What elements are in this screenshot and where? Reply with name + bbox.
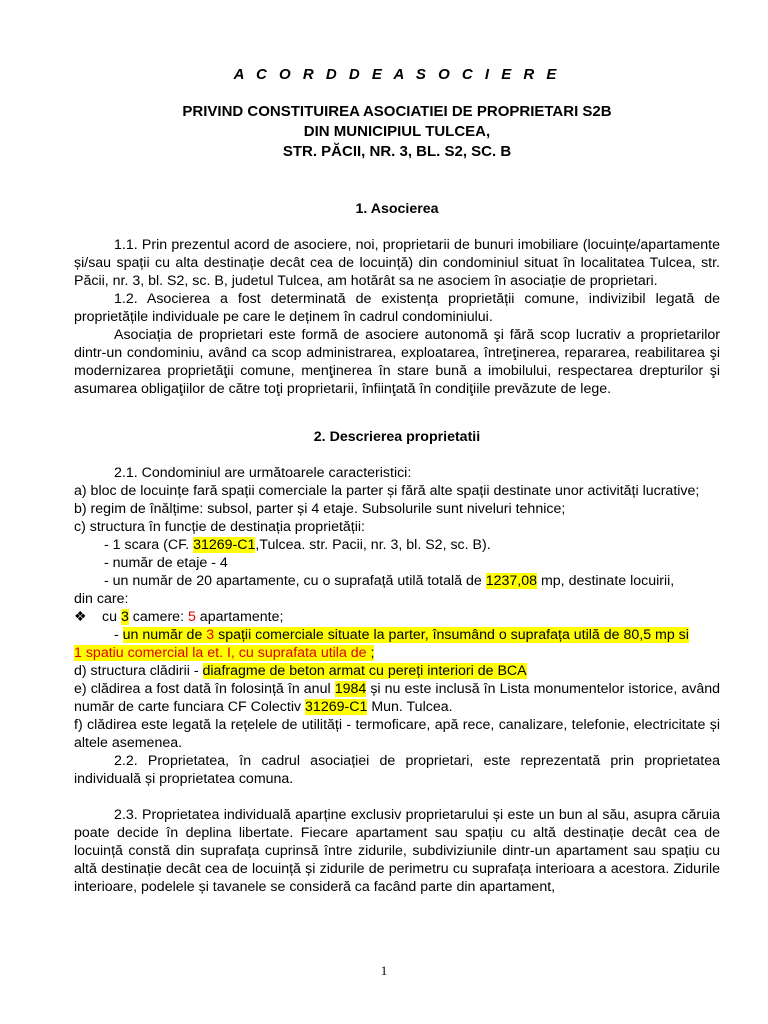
- paragraph-2-3: 2.3. Proprietatea individuală aparține exclusiv proprietarului și este un bun al său, asupra căruia poate decide în deplina libertate. Fiecare apartament sau spațiu cu altă destinație decât cea de locuință constă din suprafața cuprinsă între zidurile, subdiviziunile dintr-un apartament sau spațiu cu altă destinație decât cea de locuință și zidurile de perimetru cu suprafața interioara a acestora. Zidurile interioare, podelele și tavanele se consideră ca facând parte din apartament,: [74, 807, 720, 895]
- year-highlight: 1984: [334, 681, 367, 697]
- item-c-apartamente: [74, 572, 720, 590]
- camere-prefix: cu: [102, 609, 121, 625]
- paragraph-1-1: 1.1. Prin prezentul acord de asociere, noi, proprietarii de bunuri imobiliare (locuințe/apartamente și/sau spații cu alta destinație decât cea de locuință) din condominiul situat în localitatea Tulcea, str. Păcii, nr. 3, bl. S2, sc. B, judetul Tulcea, am hotărât sa ne asociem în asociație de proprietari.: [74, 237, 720, 289]
- apartamente-prefix: - un număr de 20 apartamente, cu o suprafață utilă totală de: [104, 573, 486, 589]
- document-page: [74, 60, 720, 896]
- rooms-highlight: 3: [120, 609, 129, 625]
- spatii-prefix: un număr de: [122, 627, 207, 643]
- document-subtitle-line-2: DIN MUNICIPIUL TULCEA,: [303, 123, 491, 140]
- paragraph-1-2: 1.2. Asocierea a fost determinată de existența proprietății comune, indivizibil legată de proprietățile individuale pe care le deținem în cadrul condominiului.: [74, 291, 720, 325]
- item-c-din-care: din care:: [74, 591, 129, 607]
- item-f: f) clădirea este legată la rețelele de utilități - termoficare, apă rece, canalizare, telefonie, electricitate și altele asemenea.: [74, 717, 720, 751]
- scara-prefix: - 1 scara (CF.: [104, 537, 194, 553]
- paragraph-2-1: 2.1. Condominiul are următoarele caracteristici:: [114, 465, 412, 481]
- document-title: A C O R D D E A S O C I E R E: [233, 66, 561, 83]
- folosinta-prefix: e) clădirea a fost dată în folosință în anul: [74, 681, 335, 697]
- spatii-count-red: 3: [206, 627, 215, 643]
- item-a: a) bloc de locuințe fară spații comerciale la parter și fără alte spații destinate unor activități lucrative;: [74, 483, 700, 499]
- document-subtitle-line-1: PRIVIND CONSTITUIREA ASOCIATIEI DE PROPRIETARI S2B: [182, 103, 612, 120]
- item-spatii-comerciale: [74, 626, 720, 644]
- apartamente-suffix: mp, destinate locuirii,: [537, 573, 675, 589]
- spatii-dash: -: [114, 627, 123, 643]
- total-area-highlight: 1237,08: [485, 573, 538, 589]
- item-c-etaje: - număr de etaje - 4: [104, 555, 228, 571]
- cf-number-highlight: 31269-C1: [193, 537, 256, 553]
- diamond-bullet-icon: ❖: [74, 609, 87, 625]
- item-c: c) structura în funcție de destinația proprietății:: [74, 519, 365, 535]
- item-c-scara: [74, 536, 720, 554]
- page-number: 1: [380, 963, 388, 978]
- paragraph-2-2: 2.2. Proprietatea, în cadrul asociației de proprietari, este reprezentată prin proprietatea individuală și proprietatea comuna.: [74, 753, 720, 787]
- camere-mid: camere:: [128, 609, 188, 625]
- item-spatiu-et1: [74, 644, 720, 662]
- apartment-count-red: 5: [187, 609, 196, 625]
- structura-prefix: d) structura clădirii -: [74, 663, 203, 679]
- spatii-suffix: spații comerciale situate la parter, însumând o suprafața utilă de 80,5 mp si: [214, 627, 689, 643]
- section-2-heading: 2. Descrierea proprietatii: [313, 429, 481, 445]
- folosinta-suffix: Mun. Tulcea.: [367, 699, 453, 715]
- spatiu-et1-end: ;: [370, 645, 375, 661]
- camere-suffix: apartamente;: [195, 609, 284, 625]
- structura-highlight: diafragme de beton armat cu pereți interiori de BCA: [202, 663, 527, 679]
- paragraph-1-3: Asociația de proprietari este formă de asociere autonomă şi fără scop lucrativ a proprietarilor dintr-un condominiu, având ca scop administrarea, exploatarea, întreţinerea, repararea, reabilitarea şi modernizarea proprietăţii comune, menţinerea în stare bună a imobilului, respectarea drepturilor şi asumarea obligaţiilor de către toţi proprietarii, înfiinţată în condiţiile prevăzute de lege.: [74, 327, 720, 397]
- spatiu-et1-text: 1 spatiu comercial la et. I, cu suprafata utila de: [74, 645, 371, 661]
- section-1-heading: 1. Asocierea: [355, 201, 439, 217]
- item-e: [74, 680, 720, 716]
- cf-colectiv-highlight: 31269-C1: [305, 699, 368, 715]
- scara-suffix: ,Tulcea. str. Pacii, nr. 3, bl. S2, sc. B).: [255, 537, 491, 553]
- folosinta-mid: și nu este inclusă în Lista monumentelor istorice, având număr de carte funciara CF Colectiv: [74, 681, 720, 715]
- item-d: [74, 662, 720, 680]
- document-subtitle-line-3: STR. PĂCII, NR. 3, BL. S2, SC. B: [282, 143, 512, 160]
- spacer: [74, 788, 720, 806]
- item-b: b) regim de înălțime: subsol, parter și 4 etaje. Subsolurile sunt niveluri tehnice;: [74, 501, 566, 517]
- bullet-camere: [74, 608, 720, 626]
